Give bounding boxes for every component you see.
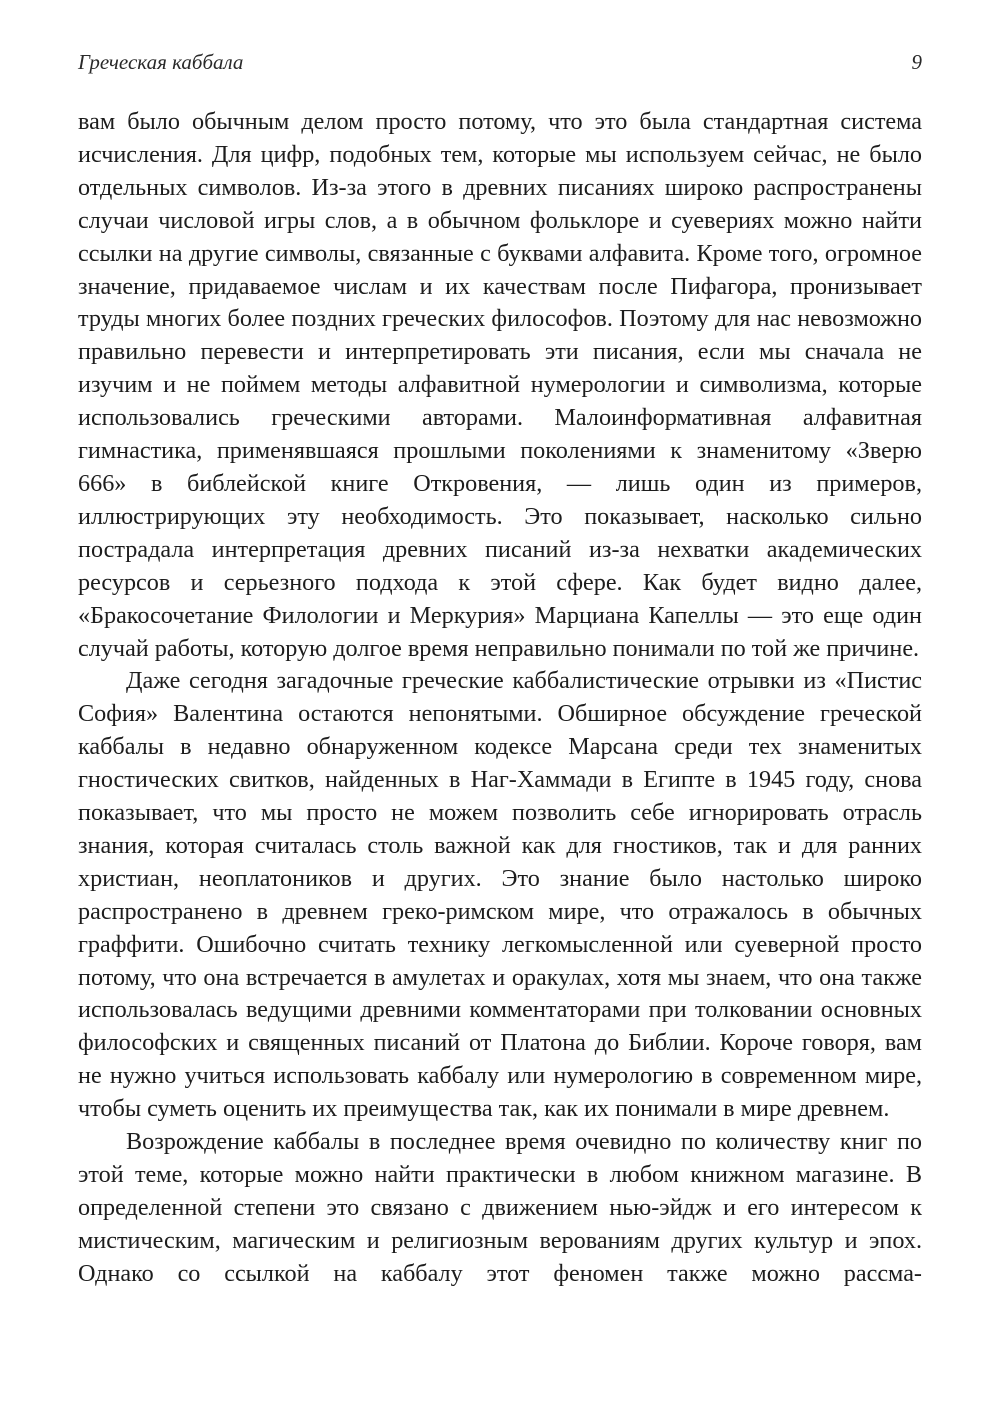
page-number: 9	[911, 50, 922, 74]
paragraph-1: вам было обычным делом просто потому, что это была стандартная система исчисления. Для цифр, подобных тем, которые мы используем сейчас, не было отдельных символов. Из-за этого в древних писаниях широко распространены случаи числовой игры слов, а в обычном фольклоре и суевериях можно найти ссылки на другие символы, связанные с буквами алфавита. Кроме того, огромное значение, придаваемое числам и их качествам после Пифагора, пронизывает труды многих более поздних греческих философов. Поэтому для нас невозможно правильно перевести и интерпретировать эти писания, если мы сначала не изучим и не поймем методы алфавитной нумерологии и символизма, которые использовались греческими авторами. Малоинформативная алфавитная гимнастика, применявшаяся прошлыми поколениями к знаменитому «Зверю 666» в библейской книге Откровения, — лишь один из примеров, иллюстрирующих эту необходимость. Это показывает, насколько сильно пострадала интерпретация древних писаний из-за нехватки академических ресурсов и серьезного подхода к этой сфере. Как будет видно далее, «Бракосочетание Филологии и Меркурия» Марциана Капеллы — это еще один случай работы, которую долгое время неправильно понимали по той же причине.	[78, 108, 922, 662]
paragraph-2: Даже сегодня загадочные греческие каббалистические отрывки из «Пистис София» Валентина остаются непонятыми. Обширное обсуждение греческой каббалы в недавно обнаруженном кодексе Марсана среди тех знаменитых гностических свитков, найденных в Наг-Хаммади в Египте в 1945 году, снова показывает, что мы просто не можем позволить себе игнорировать отрасль знания, которая считалась столь важной как для гностиков, так и для ранних христиан, неоплатоников и других. Это знание было настолько широко распространено в древнем греко-римском мире, что отражалось в обычных граффити. Ошибочно считать технику легкомысленной или суеверной просто потому, что она встречается в амулетах и оракулах, хотя мы знаем, что она также использовалась ведущими древними комментаторами при толковании основных философских и священных писаний от Платона до Библии. Короче говоря, вам не нужно учиться использовать каббалу или нумерологию в современном мире, чтобы суметь оценить их преимущества так, как их понимали в мире древнем.	[78, 667, 922, 1123]
running-header	[78, 50, 922, 80]
body-text	[78, 106, 922, 1291]
paragraph-3: Возрождение каббалы в последнее время очевидно по количеству книг по этой теме, которые можно найти практически в любом книжном магазине. В определенной степени это связано с движением нью-эйдж и его интересом к мистическим, магическим и религиозным верованиям других культур и эпох. Однако со ссылкой на каббалу этот феномен также можно рассма-	[78, 1128, 922, 1287]
running-title: Греческая каббала	[78, 50, 244, 74]
